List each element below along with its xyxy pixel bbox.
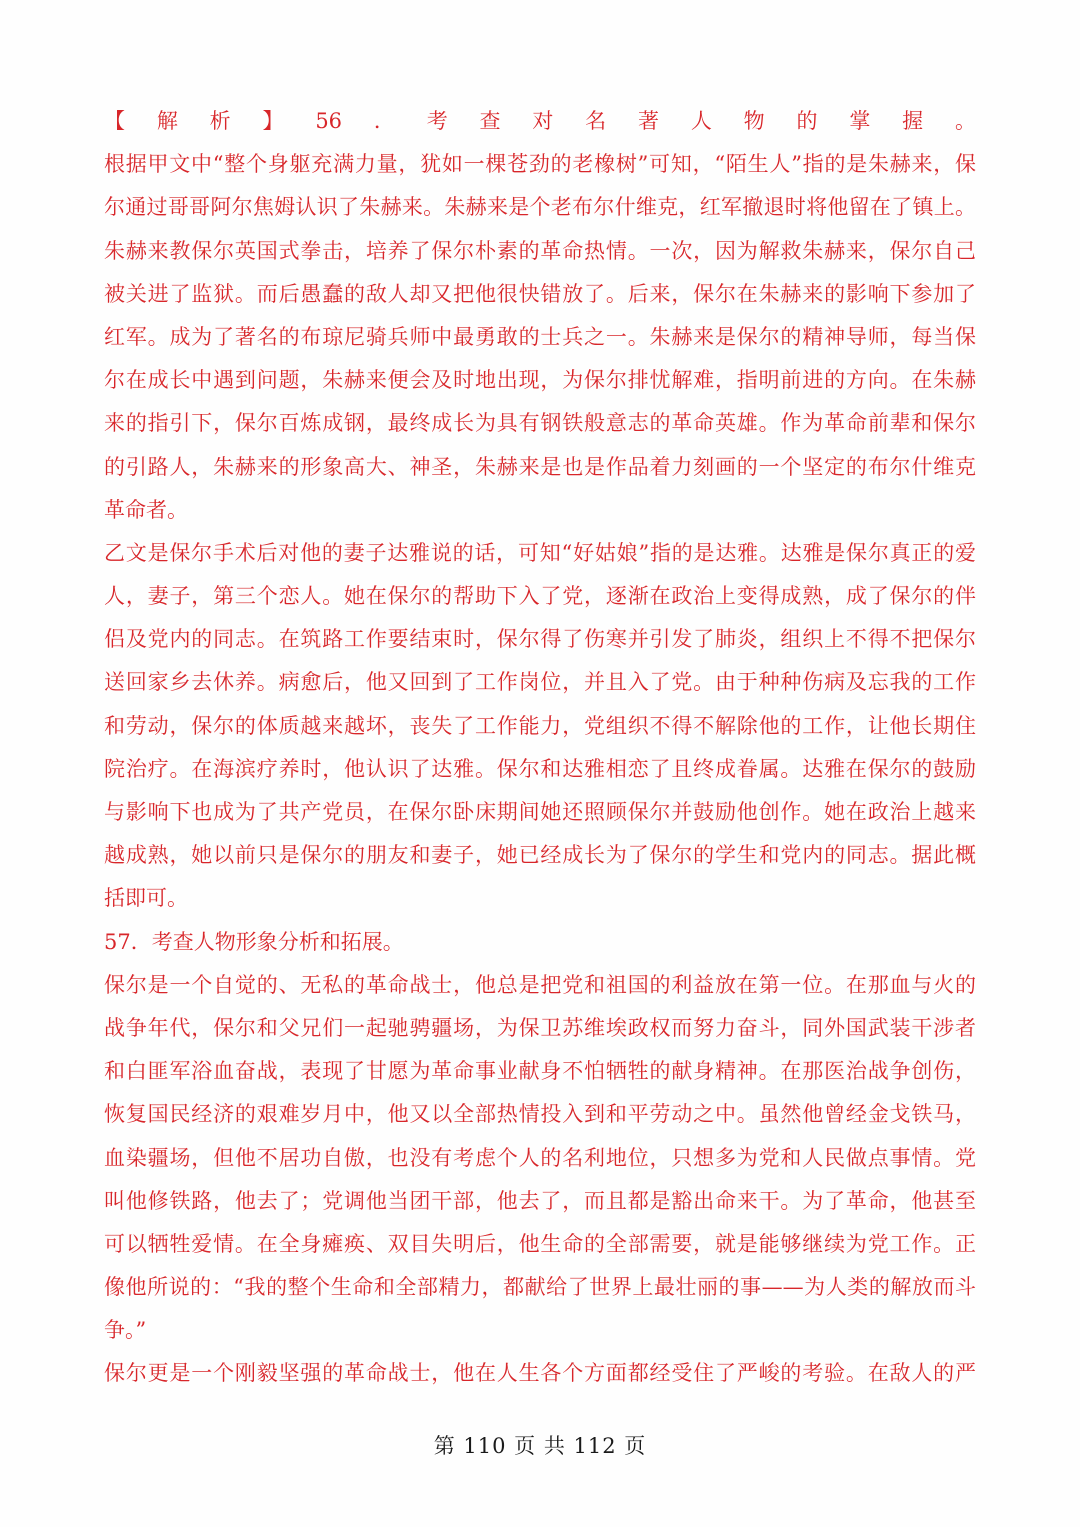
text-line: 革命者。 bbox=[104, 497, 188, 522]
page-number-footer: 第 110 页 共 112 页 bbox=[433, 1434, 647, 1458]
text-line: 和劳动，保尔的体质越来越坏，丧失了工作能力，党组织不得不解除他的工作，让他长期住 bbox=[104, 713, 976, 738]
text-line: 人，妻子，第三个恋人。她在保尔的帮助下入了党，逐渐在政治上变得成熟，成了保尔的伴 bbox=[104, 584, 976, 609]
text-line: 红军。成为了著名的布琼尼骑兵师中最勇敢的士兵之一。朱赫来是保尔的精神导师，每当保 bbox=[104, 324, 976, 349]
text-line: 血染疆场，但他不居功自傲，也没有考虑个人的名利地位，只想多为党和人民做点事情。党 bbox=[104, 1145, 976, 1170]
text-line: 侣及党内的同志。在筑路工作要结束时，保尔得了伤寒并引发了肺炎，组织上不得不把保尔 bbox=[104, 627, 976, 652]
text-line: 的引路人，朱赫来的形象高大、神圣，朱赫来是也是作品着力刻画的一个坚定的布尔什维克 bbox=[104, 454, 976, 479]
text-line: 被关进了监狱。而后愚蠢的敌人却又把他很快错放了。后来，保尔在朱赫来的影响下参加了 bbox=[104, 281, 976, 306]
text-line: 争。” bbox=[104, 1318, 147, 1343]
text-line: 来的指引下，保尔百炼成钢，最终成长为具有钢铁般意志的革命英雄。作为革命前辈和保尔 bbox=[104, 411, 976, 436]
text-line: 与影响下也成为了共产党员，在保尔卧床期间她还照顾保尔并鼓励他创作。她在政治上越来 bbox=[104, 800, 976, 824]
text-line: 根据甲文中“整个身躯充满力量，犹如一棵苍劲的老橡树”可知，“陌生人”指的是朱赫来，保 bbox=[104, 152, 976, 177]
text-line: 括即可。 bbox=[104, 886, 188, 911]
text-line: 院治疗。在海滨疗养时，他认识了达雅。保尔和达雅相恋了且终成眷属。达雅在保尔的鼓励 bbox=[104, 756, 976, 781]
text-line: 和白匪军浴血奋战，表现了甘愿为革命事业献身不怕牺牲的献身精神。在那医治战争创伤， bbox=[104, 1059, 976, 1084]
text-line: 57．考查人物形象分析和拓展。 bbox=[104, 929, 404, 954]
text-line: 叫他修铁路，他去了；党调他当团干部，他去了，而且都是豁出命来干。为了革命，他甚至 bbox=[104, 1188, 976, 1213]
text-line: 【解析】56．考查对名著人物的掌握。 bbox=[104, 109, 976, 133]
text-line: 越成熟，她以前只是保尔的朋友和妻子，她已经成长为了保尔的学生和党内的同志。据此概 bbox=[104, 843, 976, 868]
text-line: 尔通过哥哥阿尔焦姆认识了朱赫来。朱赫来是个老布尔什维克，红军撤退时将他留在了镇上。 bbox=[104, 195, 976, 220]
text-line: 恢复国民经济的艰难岁月中，他又以全部热情投入到和平劳动之中。虽然他曾经金戈铁马， bbox=[104, 1102, 976, 1127]
answer-analysis-body bbox=[104, 100, 976, 1396]
text-line: 朱赫来教保尔英国式拳击，培养了保尔朴素的革命热情。一次，因为解救朱赫来，保尔自己 bbox=[104, 238, 976, 263]
text-line: 乙文是保尔手术后对他的妻子达雅说的话，可知“好姑娘”指的是达雅。达雅是保尔真正的爱 bbox=[104, 540, 976, 565]
text-line: 可以牺牲爱情。在全身瘫痪、双目失明后，他生命的全部需要，就是能够继续为党工作。正 bbox=[104, 1231, 976, 1256]
text-line: 保尔是一个自觉的、无私的革命战士，他总是把党和祖国的利益放在第一位。在那血与火的 bbox=[104, 972, 976, 997]
text-line: 尔在成长中遇到问题，朱赫来便会及时地出现，为保尔排忧解难，指明前进的方向。在朱赫 bbox=[104, 368, 976, 393]
text-line: 保尔更是一个刚毅坚强的革命战士，他在人生各个方面都经受住了严峻的考验。在敌人的严 bbox=[104, 1361, 976, 1386]
text-line: 送回家乡去休养。病愈后，他又回到了工作岗位，并且入了党。由于种种伤病及忘我的工作 bbox=[104, 670, 976, 695]
text-line: 像他所说的：“我的整个生命和全部精力，都献给了世界上最壮丽的事——为人类的解放而斗 bbox=[104, 1275, 976, 1300]
text-line: 战争年代，保尔和父兄们一起驰骋疆场，为保卫苏维埃政权而努力奋斗，同外国武装干涉者 bbox=[104, 1015, 976, 1040]
